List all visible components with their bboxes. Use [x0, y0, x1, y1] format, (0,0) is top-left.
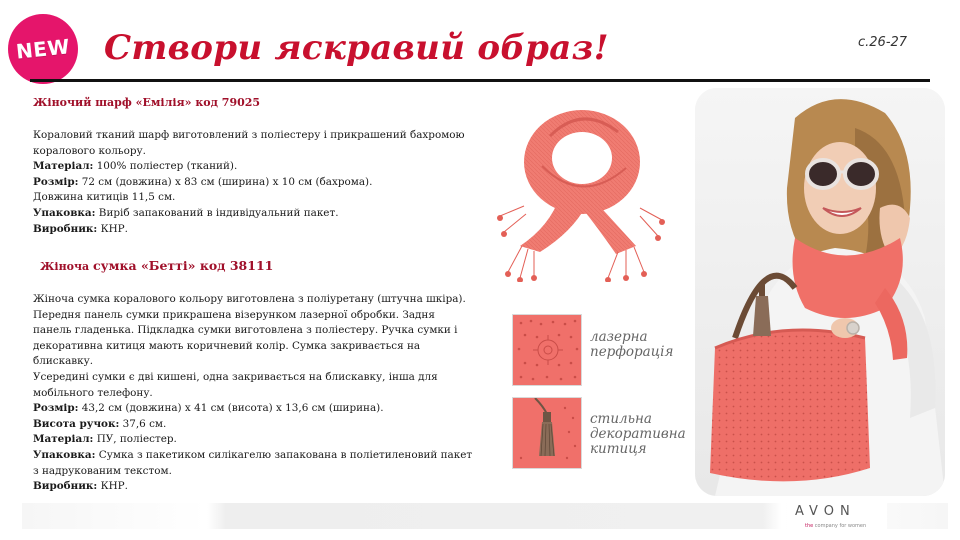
text-line: [33, 190, 465, 206]
avon-tagline: [805, 523, 866, 529]
page-title: Створи яскравий образ!: [104, 28, 609, 68]
field-text: декоративна китиця мають коричневий колір. Сумка закривається на: [33, 339, 421, 352]
text-line: [33, 175, 465, 191]
text-line: [33, 370, 472, 386]
field-label: Висота ручок:: [33, 417, 120, 430]
field-label: Упаковка:: [33, 448, 96, 461]
field-text: 100% поліестер (тканий).: [93, 160, 238, 173]
model-photo: [695, 88, 945, 496]
field-label: Розмір:: [33, 175, 79, 188]
text-line: [33, 417, 472, 433]
text-line: [33, 222, 465, 238]
field-text: коралового кольору.: [33, 144, 146, 157]
perforation-caption-line1: лазерна: [590, 329, 648, 345]
field-text: 72 см (довжина) х 83 см (ширина) х 10 см (бахрома).: [78, 175, 373, 188]
field-text: Виріб запакований в індивідуальний пакет.: [95, 206, 339, 219]
field-label: Виробник:: [33, 480, 98, 493]
perforation-caption-line2: перфорація: [590, 344, 674, 360]
tassel-caption-line3: китиця: [590, 441, 647, 457]
field-label: Упаковка:: [33, 206, 96, 219]
field-text: мобільного телефону.: [33, 386, 153, 399]
text-line: [33, 354, 472, 370]
avon-tagline-accent: the: [805, 523, 814, 529]
field-text: Передня панель сумки прикрашена візерунком лазерної обробки. Задня: [33, 308, 435, 321]
coral-scarf-illustration: [490, 96, 670, 282]
badge-label: NEW: [14, 34, 72, 64]
new-badge-icon: [8, 14, 78, 84]
field-label: Матеріал:: [33, 433, 94, 446]
text-line: [33, 479, 472, 495]
text-line: [33, 448, 472, 464]
page-reference: с.26-27: [858, 35, 908, 50]
text-line: [33, 128, 465, 144]
field-text: панель гладенька. Підкладка сумки виготовлена з поліестеру. Ручка сумки і: [33, 324, 458, 337]
avon-tagline-rest: company for women: [813, 523, 867, 529]
avon-logo: AVON: [795, 504, 856, 519]
tassel-caption: [590, 412, 686, 457]
tassel-caption-line1: стильна: [590, 411, 652, 427]
text-line: [33, 386, 472, 402]
field-text: Довжина китиців 11,5 см.: [33, 191, 176, 204]
tassel-caption-line2: декоративна: [590, 426, 686, 442]
scarf-description: [33, 128, 465, 237]
field-label: Матеріал:: [33, 160, 94, 173]
field-text: 43,2 см (довжина) х 41 см (висота) х 13,6 см (ширина).: [78, 402, 384, 415]
field-text: 37,6 см.: [119, 417, 167, 430]
text-line: [33, 432, 472, 448]
text-line: [33, 159, 465, 175]
field-text: Жіноча сумка коралового кольору виготовлена з поліуретану (штучна шкіра).: [33, 293, 466, 305]
text-line: [33, 323, 472, 339]
field-text: Сумка з пакетиком силікагелю запакована в поліетиленовий пакет: [95, 448, 473, 461]
laser-perforation-swatch: [512, 314, 582, 386]
bag-title-part1: Жіноча: [40, 260, 94, 273]
perforation-caption: [590, 330, 673, 360]
header-divider: [30, 79, 930, 82]
bag-title-part2: сумка «Бетті» код 38111: [93, 258, 274, 273]
field-text: ПУ, поліестер.: [93, 433, 177, 446]
bag-title: [40, 258, 273, 273]
field-text: Усередині сумки є дві кишені, одна закривається на блискавку, інша для: [33, 370, 438, 383]
text-line: [33, 206, 465, 222]
field-text: блискавку.: [33, 355, 94, 368]
text-line: [33, 401, 472, 417]
text-line: [33, 144, 465, 160]
tassel-swatch: [512, 397, 582, 469]
text-line: [33, 339, 472, 355]
field-text: з надрукованим текстом.: [33, 464, 172, 477]
bag-description: [33, 292, 472, 495]
text-line: [33, 308, 472, 324]
field-label: Розмір:: [33, 402, 79, 415]
field-text: Кораловий тканий шарф виготовлений з поліестеру і прикрашений бахромою: [33, 129, 465, 141]
field-label: Виробник:: [33, 222, 98, 235]
field-text: КНР.: [97, 222, 128, 235]
field-text: КНР.: [97, 480, 128, 493]
text-line: [33, 292, 472, 308]
text-line: [33, 464, 472, 480]
scarf-title: Жіночий шарф «Емілія» код 79025: [33, 96, 261, 109]
